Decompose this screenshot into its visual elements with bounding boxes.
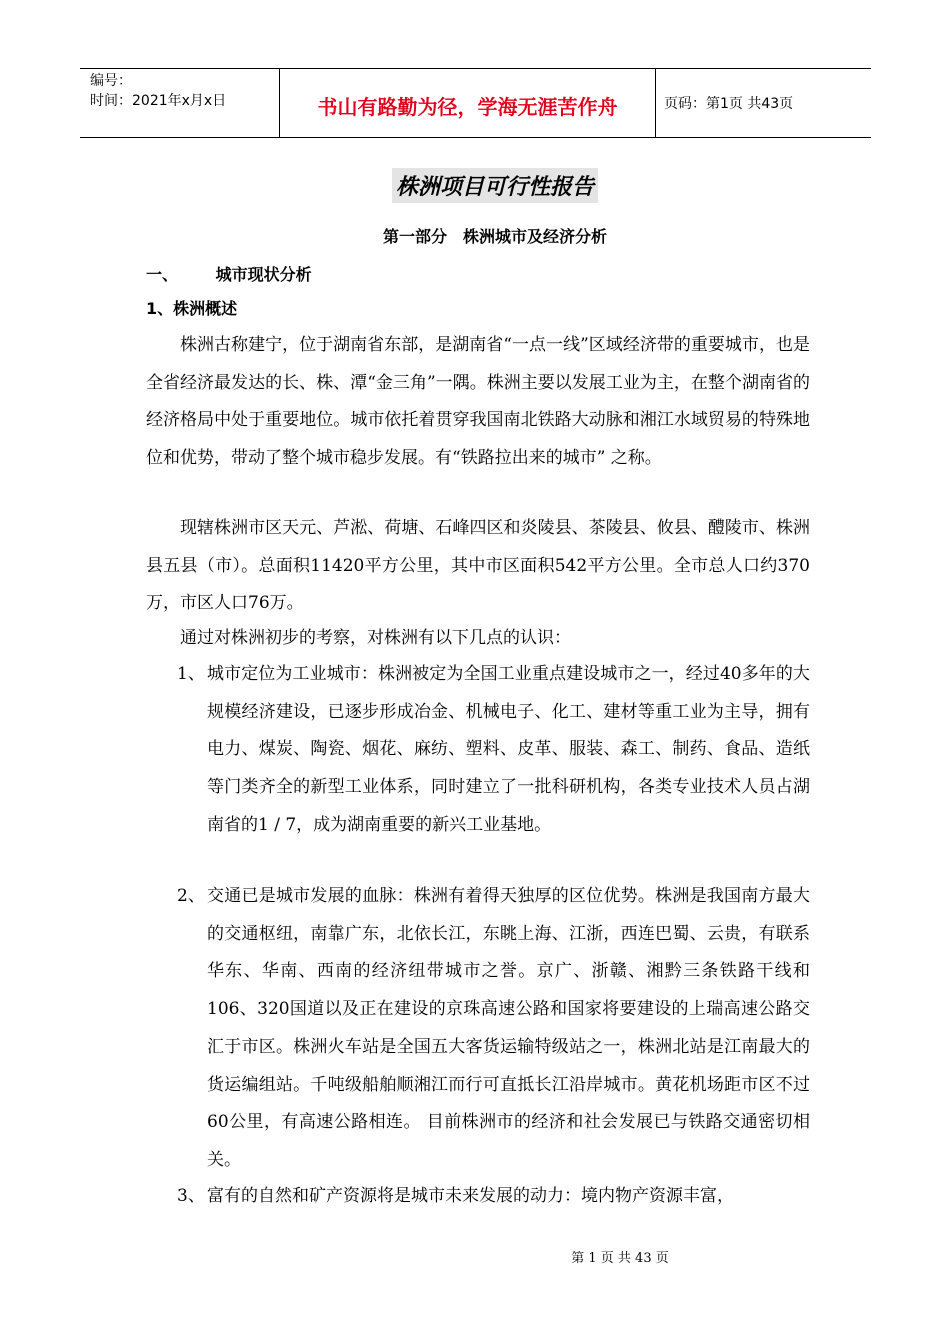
time-label: 时间：2021年x月x日 — [90, 93, 227, 109]
page-footer: 第 1 页 共 43 页 — [571, 1251, 669, 1266]
list-item — [177, 656, 810, 845]
part-heading: 第一部分 株洲城市及经济分析 — [382, 227, 607, 246]
title-wrapper — [0, 168, 950, 203]
list-item — [177, 878, 810, 1180]
list-item-text: 富有的自然和矿产资源将是城市未来发展的动力：境内物产资源丰富， — [207, 1186, 734, 1206]
section-title: 城市现状分析 — [215, 265, 312, 284]
list-item — [177, 1178, 810, 1216]
section-number: 一、 — [146, 265, 179, 284]
list-item-number: 3、 — [177, 1186, 205, 1206]
subsection-heading: 1、株洲概述 — [146, 299, 238, 318]
list-item-text: 交通已是城市发展的血脉：株洲有着得天独厚的区位优势。株洲是我国南方最大的交通枢纽，南靠广东，北依长江，东眺上海、江浙，西连巴蜀、云贵，有联系华东、华南、西南的经济纽带城市之誉。京广、浙赣、湘黔三条铁路干线和106、320国道以及正在建设的京珠高速公路和国家将要建设的上瑞高速公路交汇于市区。株洲火车站是全国五大客货运输特级站之一，株洲北站是江南最大的货运编组站。千吨级船舶顺湘江而行可直抵长江沿岸城市。黄花机场距市区不过60公里，有高速公路相连。 目前株洲市的经济和社会发展已与铁路交通密切相关。 — [207, 886, 810, 1170]
list-item-text: 城市定位为工业城市：株洲被定为全国工业重点建设城市之一，经过40多年的大规模经济建设，已逐步形成冶金、机械电子、化工、建材等重工业为主导，拥有电力、煤炭、陶瓷、烟花、麻纺、塑料、皮革、服装、森工、制药、食品、造纸等门类齐全的新型工业体系，同时建立了一批科研机构，各类专业技术人员占湖南省的1 / 7，成为湖南重要的新兴工业基地。 — [207, 664, 810, 835]
header-table — [80, 68, 871, 138]
header-left-cell — [80, 69, 280, 137]
list-item-number: 1、 — [177, 664, 205, 684]
doc-number-label: 编号： — [90, 73, 132, 89]
section-heading — [146, 262, 312, 285]
page-info: 页码：第1页 共43页 — [664, 96, 794, 112]
motto-text: 书山有路勤为径，学海无涯苦作舟 — [280, 69, 656, 137]
paragraph-districts: 现辖株洲市区天元、芦淞、荷塘、石峰四区和炎陵县、茶陵县、攸县、醴陵市、株洲县五县（市）。总面积11420平方公里，其中市区面积542平方公里。全市总人口约370万，市区人口76万。 — [146, 518, 810, 614]
paragraph-intro-points: 通过对株洲初步的考察，对株洲有以下几点的认识： — [180, 628, 571, 648]
list-item-number: 2、 — [177, 886, 205, 906]
document-title: 株洲项目可行性报告 — [392, 168, 598, 203]
paragraph-overview: 株洲古称建宁，位于湖南省东部，是湖南省“一点一线”区域经济带的重要城市，也是全省经济最发达的长、株、潭“金三角”一隅。株洲主要以发展工业为主，在整个湖南省的经济格局中处于重要地位。城市依托着贯穿我国南北铁路大动脉和湘江水域贸易的特殊地位和优势，带动了整个城市稳步发展。有“铁路拉出来的城市” 之称。 — [146, 335, 810, 469]
